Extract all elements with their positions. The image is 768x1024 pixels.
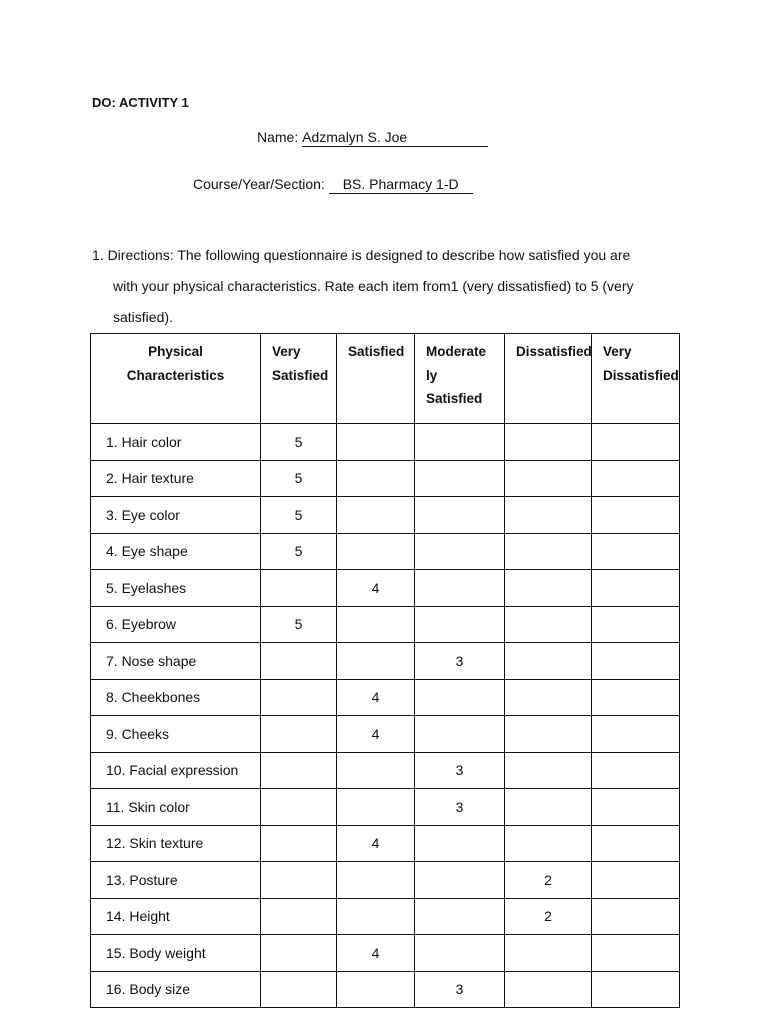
rating-cell-very-satisfied: [261, 789, 337, 826]
column-header-physical-characteristics: [91, 334, 261, 424]
rating-cell-satisfied: [337, 971, 415, 1008]
rating-cell-very-dissatisfied: [592, 643, 680, 680]
rating-cell-satisfied: 4: [337, 825, 415, 862]
rating-cell-dissatisfied: [505, 935, 592, 972]
column-header-text: Very: [272, 344, 301, 359]
rating-cell-satisfied: [337, 424, 415, 461]
rating-cell-dissatisfied: [505, 533, 592, 570]
rating-cell-dissatisfied: [505, 789, 592, 826]
rating-cell-dissatisfied: [505, 716, 592, 753]
name-value: Adzmalyn S. Joe: [302, 130, 488, 147]
rating-cell-dissatisfied: [505, 570, 592, 607]
rating-cell-very-dissatisfied: [592, 898, 680, 935]
rating-cell-dissatisfied: [505, 497, 592, 534]
column-header-very-satisfied: [261, 334, 337, 424]
item-label: 9. Cheeks: [91, 716, 261, 753]
rating-cell-dissatisfied: [505, 971, 592, 1008]
rating-cell-moderately-satisfied: [415, 935, 505, 972]
rating-cell-very-dissatisfied: [592, 752, 680, 789]
column-header-text: Characteristics: [126, 367, 225, 383]
rating-cell-very-satisfied: 5: [261, 606, 337, 643]
rating-cell-very-dissatisfied: [592, 935, 680, 972]
item-label: 2. Hair texture: [91, 460, 261, 497]
course-label: Course/Year/Section:: [193, 176, 325, 192]
column-header-dissatisfied: [505, 334, 592, 424]
column-header-text: Very: [603, 344, 632, 359]
rating-cell-dissatisfied: [505, 679, 592, 716]
table-row: [91, 825, 680, 862]
column-header-text: Physical: [148, 344, 203, 359]
rating-cell-dissatisfied: 2: [505, 898, 592, 935]
rating-cell-satisfied: [337, 898, 415, 935]
course-value: BS. Pharmacy 1-D: [329, 177, 473, 194]
rating-cell-dissatisfied: [505, 424, 592, 461]
item-label: 13. Posture: [91, 862, 261, 899]
table-row: [91, 789, 680, 826]
rating-cell-very-satisfied: [261, 862, 337, 899]
column-header-text: Dissatisfied: [516, 344, 592, 359]
rating-cell-moderately-satisfied: [415, 460, 505, 497]
rating-cell-moderately-satisfied: [415, 862, 505, 899]
table-row: [91, 460, 680, 497]
rating-cell-satisfied: [337, 643, 415, 680]
rating-cell-very-satisfied: [261, 570, 337, 607]
rating-cell-dissatisfied: [505, 460, 592, 497]
column-header-moderately-satisfied: [415, 334, 505, 424]
rating-cell-very-dissatisfied: [592, 497, 680, 534]
rating-cell-very-dissatisfied: [592, 606, 680, 643]
rating-cell-very-satisfied: [261, 971, 337, 1008]
rating-cell-very-dissatisfied: [592, 424, 680, 461]
rating-cell-very-dissatisfied: [592, 533, 680, 570]
rating-cell-moderately-satisfied: [415, 679, 505, 716]
rating-cell-very-dissatisfied: [592, 789, 680, 826]
directions-line-2: with your physical characteristics. Rate each item from1 (very dissatisfied) to 5 (very: [113, 278, 634, 294]
rating-cell-moderately-satisfied: [415, 716, 505, 753]
rating-cell-dissatisfied: 2: [505, 862, 592, 899]
directions: [92, 240, 682, 333]
rating-cell-very-satisfied: [261, 679, 337, 716]
rating-cell-very-satisfied: 5: [261, 424, 337, 461]
rating-cell-satisfied: 4: [337, 570, 415, 607]
rating-cell-very-dissatisfied: [592, 570, 680, 607]
rating-cell-satisfied: 4: [337, 716, 415, 753]
rating-cell-very-satisfied: 5: [261, 460, 337, 497]
item-label: 16. Body size: [91, 971, 261, 1008]
rating-cell-very-dissatisfied: [592, 971, 680, 1008]
rating-cell-dissatisfied: [505, 752, 592, 789]
item-label: 15. Body weight: [91, 935, 261, 972]
column-header-text: Satisfied: [272, 367, 329, 383]
rating-cell-moderately-satisfied: [415, 898, 505, 935]
item-label: 12. Skin texture: [91, 825, 261, 862]
table-row: [91, 570, 680, 607]
column-header-text: Satisfied: [348, 344, 405, 359]
rating-cell-satisfied: [337, 752, 415, 789]
rating-cell-very-satisfied: 5: [261, 533, 337, 570]
activity-title: DO: ACTIVITY 1: [92, 95, 189, 110]
item-label: 3. Eye color: [91, 497, 261, 534]
rating-cell-satisfied: 4: [337, 935, 415, 972]
rating-cell-moderately-satisfied: [415, 570, 505, 607]
table-row: [91, 898, 680, 935]
rating-cell-moderately-satisfied: [415, 606, 505, 643]
rating-cell-moderately-satisfied: 3: [415, 643, 505, 680]
rating-cell-moderately-satisfied: [415, 424, 505, 461]
directions-line-3: satisfied).: [113, 309, 173, 325]
item-label: 5. Eyelashes: [91, 570, 261, 607]
rating-cell-very-satisfied: [261, 825, 337, 862]
rating-cell-satisfied: [337, 606, 415, 643]
column-header-satisfied: [337, 334, 415, 424]
table-row: [91, 862, 680, 899]
rating-cell-very-satisfied: [261, 898, 337, 935]
table-row: [91, 679, 680, 716]
name-line: [257, 129, 488, 147]
rating-cell-satisfied: [337, 497, 415, 534]
table-row: [91, 643, 680, 680]
rating-cell-satisfied: [337, 533, 415, 570]
name-label: Name:: [257, 129, 299, 145]
rating-cell-dissatisfied: [505, 606, 592, 643]
table-row: [91, 971, 680, 1008]
table-header-row: [91, 334, 680, 424]
table-row: [91, 606, 680, 643]
column-header-text: Moderate: [426, 344, 487, 359]
rating-cell-very-dissatisfied: [592, 460, 680, 497]
rating-cell-very-satisfied: [261, 643, 337, 680]
rating-cell-satisfied: [337, 789, 415, 826]
rating-cell-dissatisfied: [505, 825, 592, 862]
item-label: 14. Height: [91, 898, 261, 935]
rating-cell-dissatisfied: [505, 643, 592, 680]
item-label: 8. Cheekbones: [91, 679, 261, 716]
rating-cell-very-dissatisfied: [592, 716, 680, 753]
table-row: [91, 752, 680, 789]
rating-cell-moderately-satisfied: [415, 825, 505, 862]
rating-cell-very-dissatisfied: [592, 862, 680, 899]
item-label: 11. Skin color: [91, 789, 261, 826]
item-label: 10. Facial expression: [91, 752, 261, 789]
column-header-text: ly: [426, 367, 438, 383]
rating-cell-moderately-satisfied: 3: [415, 752, 505, 789]
directions-line-1: 1. Directions: The following questionnaire is designed to describe how satisfied you are: [92, 247, 631, 263]
item-label: 6. Eyebrow: [91, 606, 261, 643]
course-line: [193, 176, 473, 194]
column-header-very-dissatisfied: [592, 334, 680, 424]
table-row: [91, 716, 680, 753]
rating-cell-very-satisfied: [261, 935, 337, 972]
rating-cell-moderately-satisfied: 3: [415, 789, 505, 826]
rating-cell-satisfied: [337, 460, 415, 497]
table-row: [91, 497, 680, 534]
item-label: 4. Eye shape: [91, 533, 261, 570]
rating-cell-moderately-satisfied: [415, 533, 505, 570]
table-row: [91, 424, 680, 461]
rating-cell-very-satisfied: [261, 752, 337, 789]
table-row: [91, 533, 680, 570]
rating-cell-very-satisfied: [261, 716, 337, 753]
rating-cell-very-dissatisfied: [592, 679, 680, 716]
item-label: 7. Nose shape: [91, 643, 261, 680]
rating-cell-moderately-satisfied: [415, 497, 505, 534]
item-label: 1. Hair color: [91, 424, 261, 461]
rating-cell-very-satisfied: 5: [261, 497, 337, 534]
rating-cell-moderately-satisfied: 3: [415, 971, 505, 1008]
table-row: [91, 935, 680, 972]
column-header-text: Dissatisfied: [603, 367, 679, 383]
questionnaire-table: [90, 333, 680, 1008]
rating-cell-very-dissatisfied: [592, 825, 680, 862]
rating-cell-satisfied: 4: [337, 679, 415, 716]
column-header-text: Satisfied: [426, 391, 483, 406]
rating-cell-satisfied: [337, 862, 415, 899]
table-body: [91, 424, 680, 1008]
